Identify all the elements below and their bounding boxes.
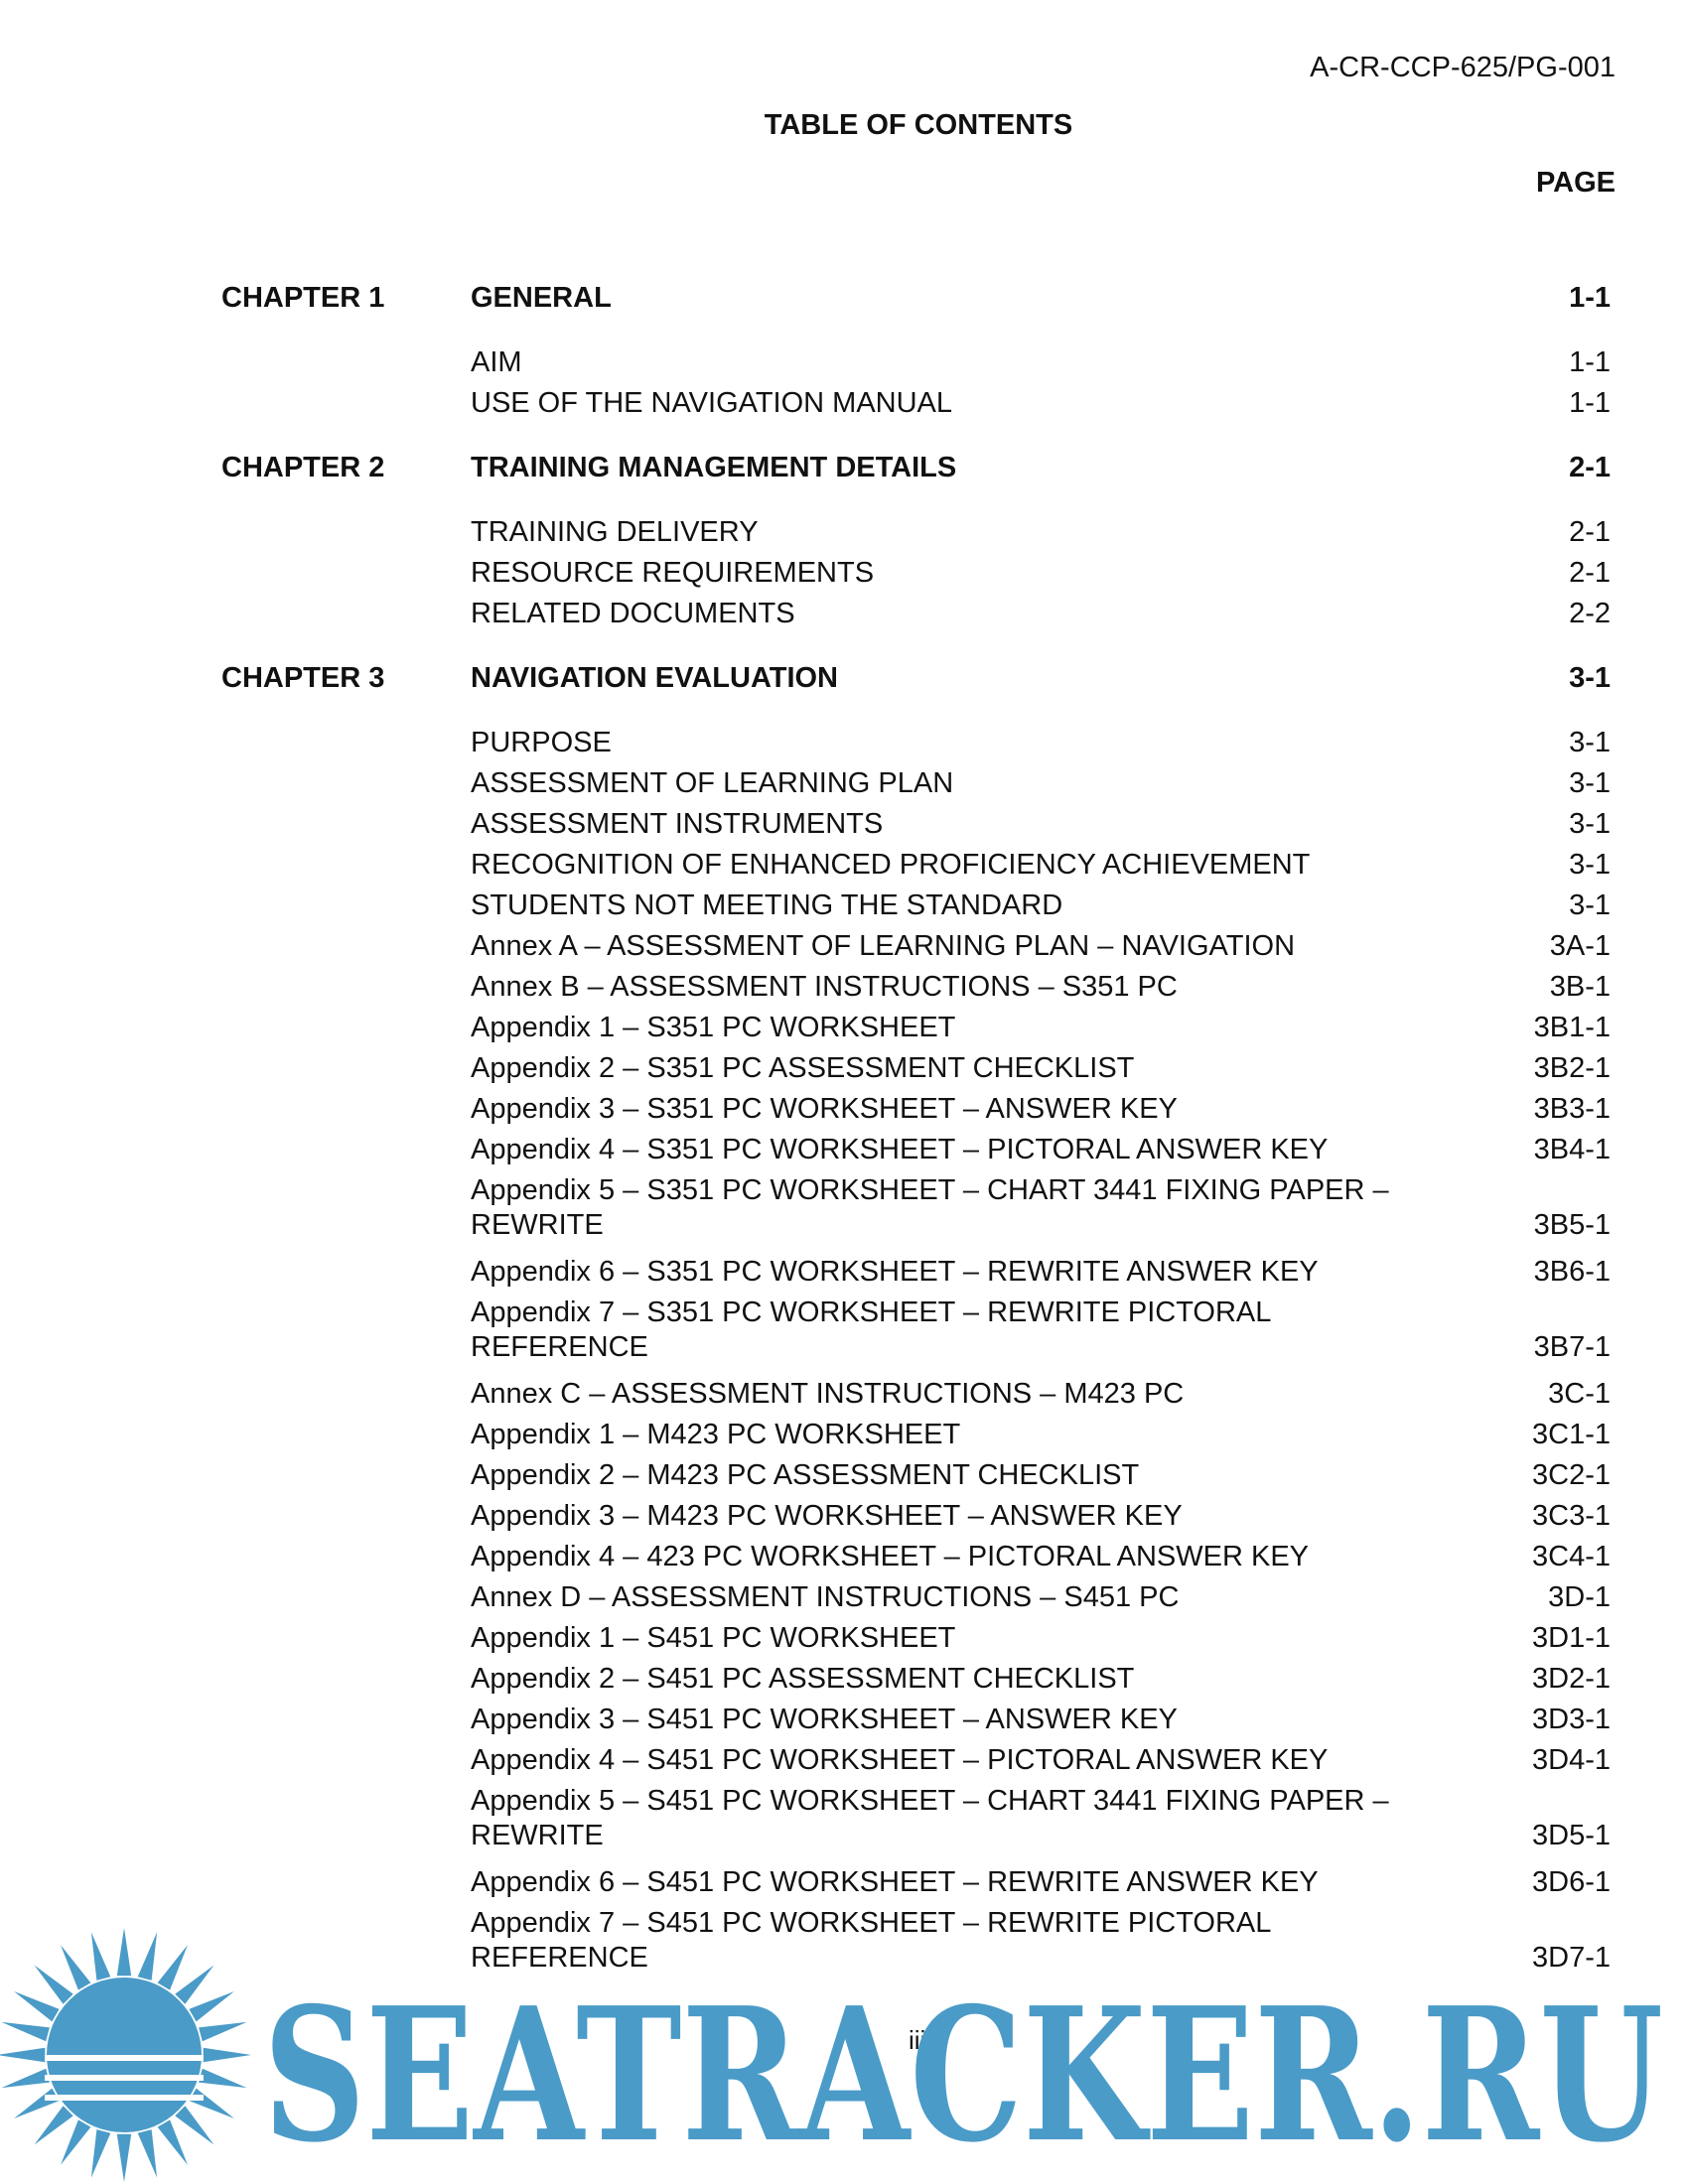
toc-entry-page: 1-1 (1569, 282, 1611, 314)
sun-ray (14, 1991, 60, 2021)
sun-ray (199, 2022, 247, 2041)
sun-ray (61, 2119, 90, 2165)
toc-entry-title: Annex D – ASSESSMENT INSTRUCTIONS – S451 PC (471, 1581, 1180, 1613)
toc-entry-title: RECOGNITION OF ENHANCED PROFICIENCY ACHIEVEMENT (471, 849, 1311, 881)
toc-entry-page: 2-1 (1569, 557, 1611, 589)
sun-ray (189, 1991, 234, 2021)
page-column-heading: PAGE (1535, 167, 1616, 199)
toc-entry-page: 3D6-1 (1532, 1866, 1611, 1898)
toc-entry-title: Appendix 5 – S451 PC WORKSHEET – CHART 3441 FIXING PAPER – REWRITE (471, 1785, 1389, 1851)
toc-entry-page: 3B3-1 (1533, 1093, 1611, 1125)
sun-ray (175, 1966, 213, 2004)
toc-entry-title: Appendix 7 – S451 PC WORKSHEET – REWRITE PICTORAL REFERENCE (471, 1907, 1271, 1974)
toc-entry-title: AIM (471, 346, 522, 378)
page-title: TABLE OF CONTENTS (764, 109, 1073, 141)
sun-ray (0, 2048, 45, 2062)
toc-entry-page: 3-1 (1569, 662, 1611, 694)
toc-entry-title: GENERAL (471, 282, 612, 314)
sun-ray (35, 2106, 73, 2144)
toc-entry-title: RELATED DOCUMENTS (471, 598, 795, 629)
toc-entry-title: Appendix 4 – 423 PC WORKSHEET – PICTORAL ANSWER KEY (471, 1541, 1310, 1572)
toc-entry-page: 3-1 (1569, 849, 1611, 881)
sun-ray (91, 2129, 110, 2178)
toc-entry-page: 2-2 (1569, 598, 1611, 629)
toc-entry-page: 2-1 (1569, 516, 1611, 548)
toc-entry-page: 3B4-1 (1533, 1134, 1611, 1165)
sun-ray (35, 1966, 73, 2004)
toc-entry-title: PURPOSE (471, 727, 612, 758)
sun-ray (91, 1932, 110, 1980)
toc-entry-page: 3B2-1 (1533, 1052, 1611, 1084)
toc-entry-title: RESOURCE REQUIREMENTS (471, 557, 875, 589)
toc-entry-title: Appendix 1 – S451 PC WORKSHEET (471, 1622, 956, 1654)
toc-entry-page: 3D4-1 (1532, 1744, 1611, 1776)
toc-chapter-label: CHAPTER 1 (221, 282, 385, 314)
toc-entry-page: 3C1-1 (1532, 1419, 1611, 1450)
sun-ray (158, 2119, 188, 2165)
toc-entry-page: 3D7-1 (1532, 1942, 1611, 1974)
sun-ray (1, 2022, 50, 2041)
toc-entry-title: Annex C – ASSESSMENT INSTRUCTIONS – M423 PC (471, 1378, 1185, 1410)
sun-ray (138, 2129, 157, 2178)
watermark-text: SEATRACKER.RU (263, 1967, 1663, 2183)
toc-entry-title: Annex B – ASSESSMENT INSTRUCTIONS – S351 PC (471, 971, 1178, 1003)
toc-entry-page: 3B7-1 (1533, 1331, 1611, 1363)
toc-entry-title: Appendix 5 – S351 PC WORKSHEET – CHART 3441 FIXING PAPER – REWRITE (471, 1174, 1389, 1241)
toc-entry-title: Appendix 6 – S451 PC WORKSHEET – REWRITE ANSWER KEY (471, 1866, 1319, 1898)
toc-entry-title: ASSESSMENT INSTRUMENTS (471, 808, 884, 840)
sun-ray (117, 1928, 131, 1976)
toc-entry-page: 3-1 (1569, 767, 1611, 799)
toc-entry-title: Appendix 1 – S351 PC WORKSHEET (471, 1012, 956, 1043)
sun-ray (158, 1945, 188, 1990)
toc-entry-title: TRAINING DELIVERY (471, 516, 759, 548)
toc-entry-page: 3B6-1 (1533, 1256, 1611, 1288)
toc-entry-page: 3-1 (1569, 889, 1611, 921)
sun-ray (138, 1932, 157, 1980)
sun-ray (117, 2134, 131, 2182)
toc-entry-title: Appendix 4 – S451 PC WORKSHEET – PICTORAL ANSWER KEY (471, 1744, 1329, 1776)
toc-entry-title: USE OF THE NAVIGATION MANUAL (471, 387, 953, 419)
toc-entry-page: 3C4-1 (1532, 1541, 1611, 1572)
toc-entry-page: 3B5-1 (1533, 1209, 1611, 1241)
toc-entry-page: 3B-1 (1549, 971, 1611, 1003)
toc-entry-title: Appendix 3 – S451 PC WORKSHEET – ANSWER KEY (471, 1704, 1178, 1735)
toc-entry-title: Annex A – ASSESSMENT OF LEARNING PLAN – NAVIGATION (471, 930, 1296, 962)
toc-entry-title: Appendix 4 – S351 PC WORKSHEET – PICTORAL ANSWER KEY (471, 1134, 1329, 1165)
toc-entry-page: 3B1-1 (1533, 1012, 1611, 1043)
sun-ray (61, 1945, 90, 1990)
sun-ray (1, 2069, 50, 2088)
toc-entry-page: 3C-1 (1548, 1378, 1611, 1410)
toc-entry-title: Appendix 7 – S351 PC WORKSHEET – REWRITE PICTORAL REFERENCE (471, 1297, 1271, 1363)
toc-entry-page: 3-1 (1569, 808, 1611, 840)
toc-entry-title: Appendix 2 – S351 PC ASSESSMENT CHECKLIST (471, 1052, 1135, 1084)
sun-ray (204, 2048, 251, 2062)
toc-entry-title: Appendix 2 – S451 PC ASSESSMENT CHECKLIST (471, 1663, 1135, 1695)
toc-entry-title: TRAINING MANAGEMENT DETAILS (471, 452, 957, 483)
document-number: A-CR-CCP-625/PG-001 (1310, 52, 1616, 83)
toc-entry-title: Appendix 1 – M423 PC WORKSHEET (471, 1419, 961, 1450)
toc-entry-title: STUDENTS NOT MEETING THE STANDARD (471, 889, 1063, 921)
toc-entry-title: Appendix 6 – S351 PC WORKSHEET – REWRITE ANSWER KEY (471, 1256, 1319, 1288)
toc-entry-page: 2-1 (1569, 452, 1611, 483)
sun-ray (14, 2089, 60, 2118)
toc-entry-page: 3C2-1 (1532, 1459, 1611, 1491)
toc-entry-title: Appendix 3 – M423 PC WORKSHEET – ANSWER KEY (471, 1500, 1183, 1532)
sunburst-logo-icon (0, 1928, 251, 2182)
toc-entry-title: NAVIGATION EVALUATION (471, 662, 839, 694)
watermark (0, 1916, 1688, 2184)
toc-entry-page: 3-1 (1569, 727, 1611, 758)
sun-ray (175, 2106, 213, 2144)
sun-ray (199, 2069, 247, 2088)
toc-entry-page: 3D5-1 (1532, 1820, 1611, 1851)
page-number: iii (909, 2025, 926, 2055)
toc-entry-page: 3D-1 (1548, 1581, 1611, 1613)
toc-entry-page: 3D2-1 (1532, 1663, 1611, 1695)
toc-entry-title: Appendix 2 – M423 PC ASSESSMENT CHECKLIST (471, 1459, 1140, 1491)
toc-entry-title: Appendix 3 – S351 PC WORKSHEET – ANSWER KEY (471, 1093, 1178, 1125)
toc-entry-title: ASSESSMENT OF LEARNING PLAN (471, 767, 954, 799)
toc-chapter-label: CHAPTER 3 (221, 662, 385, 694)
toc-entry-page: 3C3-1 (1532, 1500, 1611, 1532)
toc-entry-page: 1-1 (1569, 387, 1611, 419)
toc-entry-page: 3A-1 (1549, 930, 1611, 962)
toc-entry-page: 1-1 (1569, 346, 1611, 378)
sun-ray (189, 2089, 234, 2118)
toc-entry-page: 3D3-1 (1532, 1704, 1611, 1735)
toc-chapter-label: CHAPTER 2 (221, 452, 385, 483)
toc-entry-page: 3D1-1 (1532, 1622, 1611, 1654)
